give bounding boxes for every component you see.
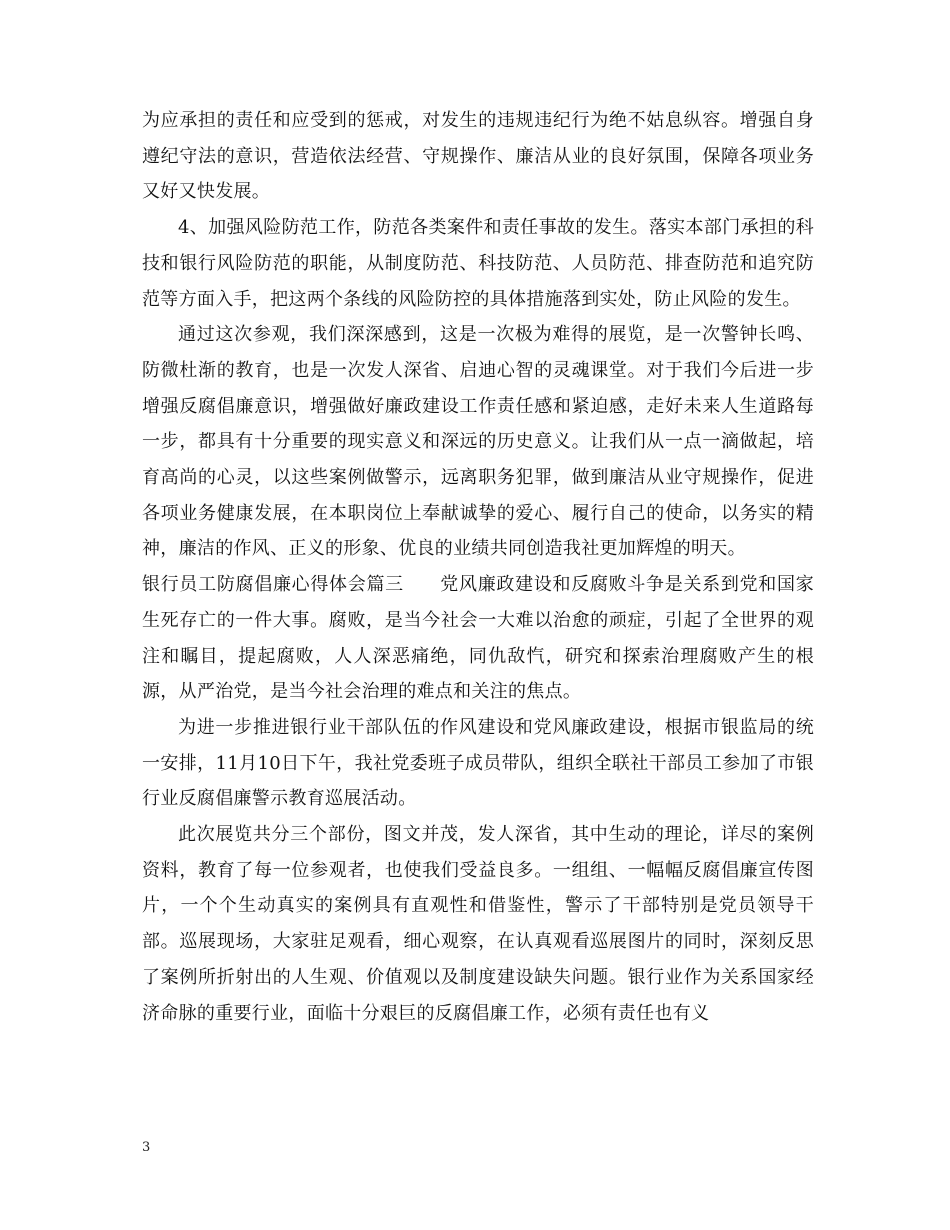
- document-body: [142, 103, 814, 1031]
- section-paragraph: [142, 567, 814, 710]
- section-first-paragraph-text: 党风廉政建设和反腐败斗争是关系到党和国家生死存亡的一件大事。腐败，是当今社会一大难以治愈的顽症，引起了全世界的观注和瞩目，提起腐败，人人深恶痛绝，同仇敌忾，研究和探索治理腐败产生的根源，从严治党，是当今社会治理的难点和关注的焦点。: [142, 574, 815, 703]
- section-heading: 银行员工防腐倡廉心得体会篇三: [142, 574, 404, 596]
- paragraph: 为应承担的责任和应受到的惩戒，对发生的违规违纪行为绝不姑息纵容。增强自身遵纪守法的意识，营造依法经营、守规操作、廉洁从业的良好氛围，保障各项业务又好又快发展。: [142, 110, 814, 203]
- page-number: 3: [142, 1140, 151, 1155]
- paragraph: 4、加强风险防范工作，防范各类案件和责任事故的发生。落实本部门承担的科技和银行风险防范的职能，从制度防范、科技防范、人员防范、排查防范和追究防范等方面入手，把这两个条线的风险防控的具体措施落到实处，防止风险的发生。: [142, 217, 814, 310]
- paragraph: 通过这次参观，我们深深感到，这是一次极为难得的展览，是一次警钟长鸣、防微杜渐的教育，也是一次发人深省、启迪心智的灵魂课堂。对于我们今后进一步增强反腐倡廉意识，增强做好廉政建设工作责任感和紧迫感，走好未来人生道路每一步，都具有十分重要的现实意义和深远的历史意义。让我们从一点一滴做起，培育高尚的心灵，以这些案例做警示，远离职务犯罪，做到廉洁从业守规操作，促进各项业务健康发展，在本职岗位上奉献诚挚的爱心、履行自己的使命，以务实的精神，廉洁的作风、正义的形象、优良的业绩共同创造我社更加辉煌的明天。: [142, 324, 814, 560]
- paragraph: 为进一步推进银行业干部队伍的作风建设和党风廉政建设，根据市银监局的统一安排，11月10日下午，我社党委班子成员带队，组织全联社干部员工参加了市银行业反腐倡廉警示教育巡展活动。: [142, 716, 814, 810]
- paragraph: 此次展览共分三个部份，图文并茂，发人深省，其中生动的理论，详尽的案例资料，教育了每一位参观者，也使我们受益良多。一组组、一幅幅反腐倡廉宣传图片，一个个生动真实的案例具有直观性和借鉴性，警示了干部特别是党员领导干部。巡展现场，大家驻足观看，细心观察，在认真观看巡展图片的同时，深刻反思了案例所折射出的人生观、价值观以及制度建设缺失问题。银行业作为关系国家经济命脉的重要行业，面临十分艰巨的反腐倡廉工作，必须有责任也有义: [142, 824, 814, 1024]
